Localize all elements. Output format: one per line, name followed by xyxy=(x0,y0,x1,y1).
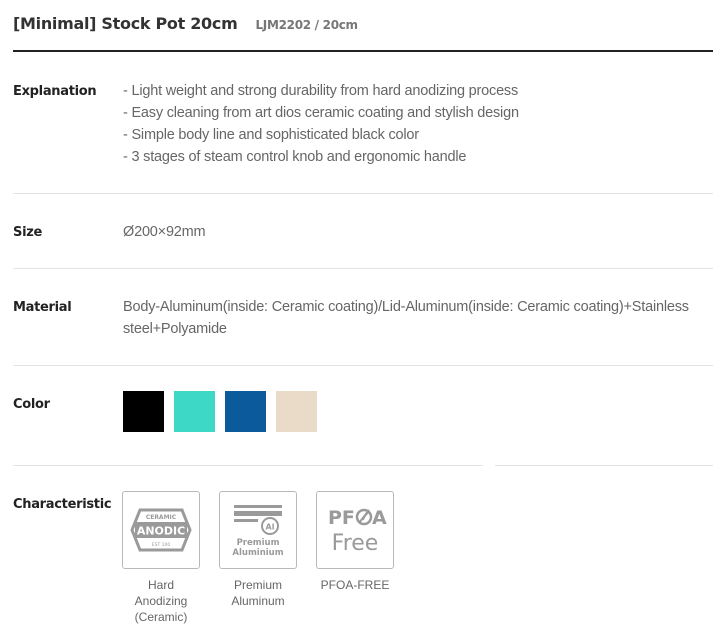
material-label: Material xyxy=(13,300,72,315)
free-text: Free xyxy=(331,531,379,556)
badge-symbol-text: Al xyxy=(265,522,275,532)
row-divider xyxy=(13,365,713,366)
feature-badge xyxy=(122,491,200,569)
feature-hard-anodizing xyxy=(122,491,200,625)
premium-aluminium-icon xyxy=(225,499,291,561)
row-divider xyxy=(13,465,483,466)
feature-caption: PFOA-FREE xyxy=(320,578,390,592)
feature-premium-aluminum xyxy=(219,491,297,625)
feature-caption: Premium Aluminum xyxy=(231,578,285,608)
badge-main-line-2: Aluminium xyxy=(232,548,284,558)
product-code: LJM2202 / 20cm xyxy=(255,18,358,32)
explanation-item: - Easy cleaning from art dios ceramic coating and stylish design xyxy=(123,105,519,121)
material-value: Body-Aluminum(inside: Ceramic coating)/Lid-Aluminum(inside: Ceramic coating)+Stainless steel+Polyamide xyxy=(123,299,689,337)
explanation-item: - 3 stages of steam control knob and ergonomic handle xyxy=(123,149,467,165)
color-swatch-black[interactable] xyxy=(123,391,164,432)
row-divider xyxy=(495,465,713,466)
badge-top-text: CERAMIC xyxy=(145,514,177,521)
color-swatch-beige[interactable] xyxy=(276,391,317,432)
explanation-value xyxy=(123,80,519,168)
badge-main-line-1: Premium xyxy=(236,538,280,548)
badge-bottom-text: EST 100 xyxy=(151,543,171,548)
pfoa-free-icon xyxy=(322,500,388,560)
color-swatch-mint[interactable] xyxy=(174,391,215,432)
row-divider xyxy=(13,193,713,194)
explanation-list xyxy=(123,80,519,168)
characteristic-label: Characteristic xyxy=(13,497,112,512)
pf-text: PF xyxy=(328,507,355,529)
a-text: A xyxy=(372,507,387,529)
explanation-item: - Light weight and strong durability from hard anodizing process xyxy=(123,83,519,99)
color-swatch-blue[interactable] xyxy=(225,391,266,432)
feature-list xyxy=(122,491,413,625)
product-title: [Minimal] Stock Pot 20cm xyxy=(13,14,238,33)
product-header xyxy=(13,14,713,33)
feature-badge xyxy=(219,491,297,569)
anodic-badge-icon xyxy=(128,504,194,556)
color-swatches xyxy=(123,391,327,432)
badge-main-text: ANODIC xyxy=(136,524,186,538)
row-divider xyxy=(13,268,713,269)
explanation-label: Explanation xyxy=(13,84,97,99)
size-label: Size xyxy=(13,225,43,240)
header-divider xyxy=(13,50,713,52)
explanation-item: - Simple body line and sophisticated black color xyxy=(123,127,419,143)
color-label: Color xyxy=(13,397,50,412)
feature-pfoa-free xyxy=(316,491,394,625)
feature-badge xyxy=(316,491,394,569)
feature-caption: Hard Anodizing (Ceramic) xyxy=(134,578,188,624)
size-value: Ø200×92mm xyxy=(123,224,206,240)
